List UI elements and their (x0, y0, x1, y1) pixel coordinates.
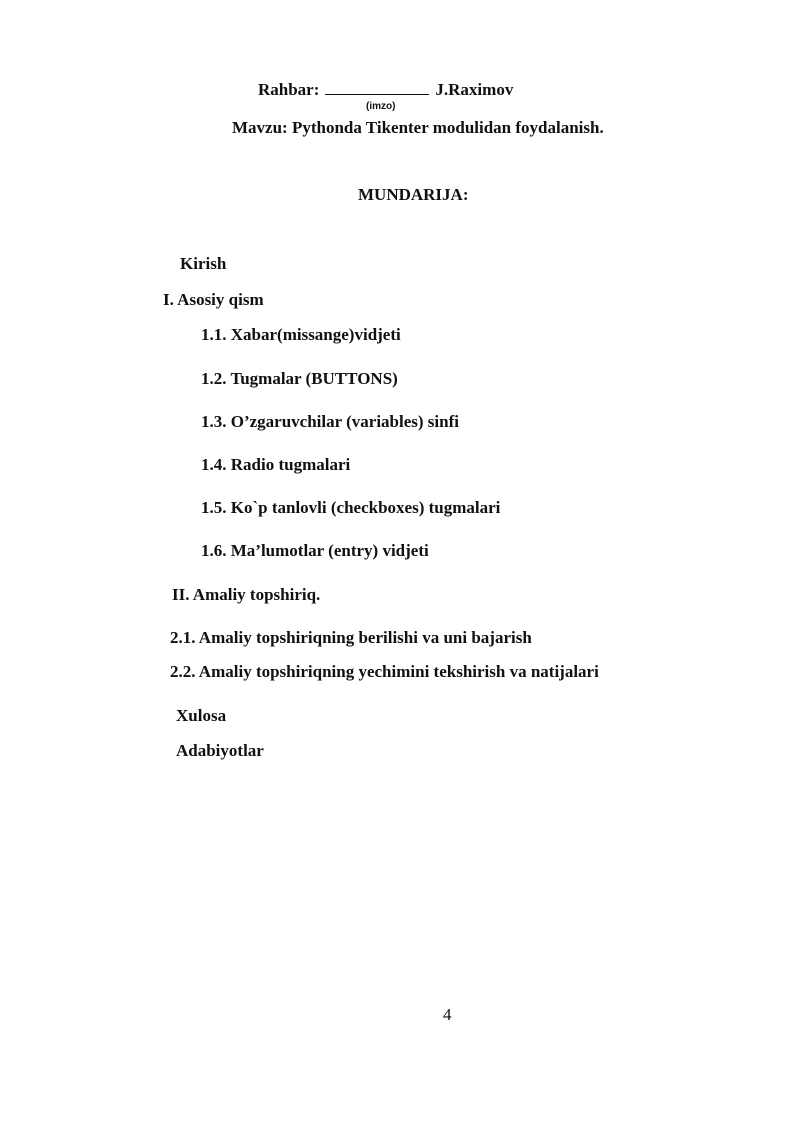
toc-item-1-5: 1.5. Ko`p tanlovli (checkboxes) tugmalari (201, 498, 501, 517)
toc-item-1-6: 1.6. Ma’lumotlar (entry) vidjeti (201, 541, 429, 560)
toc-item-introduction: Kirish (180, 254, 227, 273)
toc-item-1-3: 1.3. O’zgaruvchilar (variables) sinfi (201, 412, 459, 431)
toc-item-1-1: 1.1. Xabar(missange)vidjeti (201, 325, 401, 344)
topic-title: Mavzu: Pythonda Tikenter modulidan foydalanish. (232, 118, 604, 137)
toc-item-main-part: I. Asosiy qism (163, 290, 264, 309)
signature-line (325, 80, 429, 95)
contents-heading: MUNDARIJA: (358, 185, 469, 204)
rahbar-line (258, 80, 513, 100)
toc-item-conclusion: Xulosa (176, 706, 227, 725)
toc-item-2-1: 2.1. Amaliy topshiriqning berilishi va uni bajarish (170, 628, 532, 647)
toc-item-1-4: 1.4. Radio tugmalari (201, 455, 351, 474)
signature-hint: (imzo) (366, 101, 396, 112)
page-number: 4 (443, 1005, 452, 1024)
rahbar-name: J.Raximov (435, 80, 514, 99)
toc-item-2-2: 2.2. Amaliy topshiriqning yechimini tekshirish va natijalari (170, 662, 599, 681)
toc-item-1-2: 1.2. Tugmalar (BUTTONS) (201, 369, 398, 388)
toc-item-practical-task: II. Amaliy topshiriq. (172, 585, 321, 604)
rahbar-label: Rahbar: (258, 80, 320, 99)
toc-item-references: Adabiyotlar (176, 741, 264, 760)
